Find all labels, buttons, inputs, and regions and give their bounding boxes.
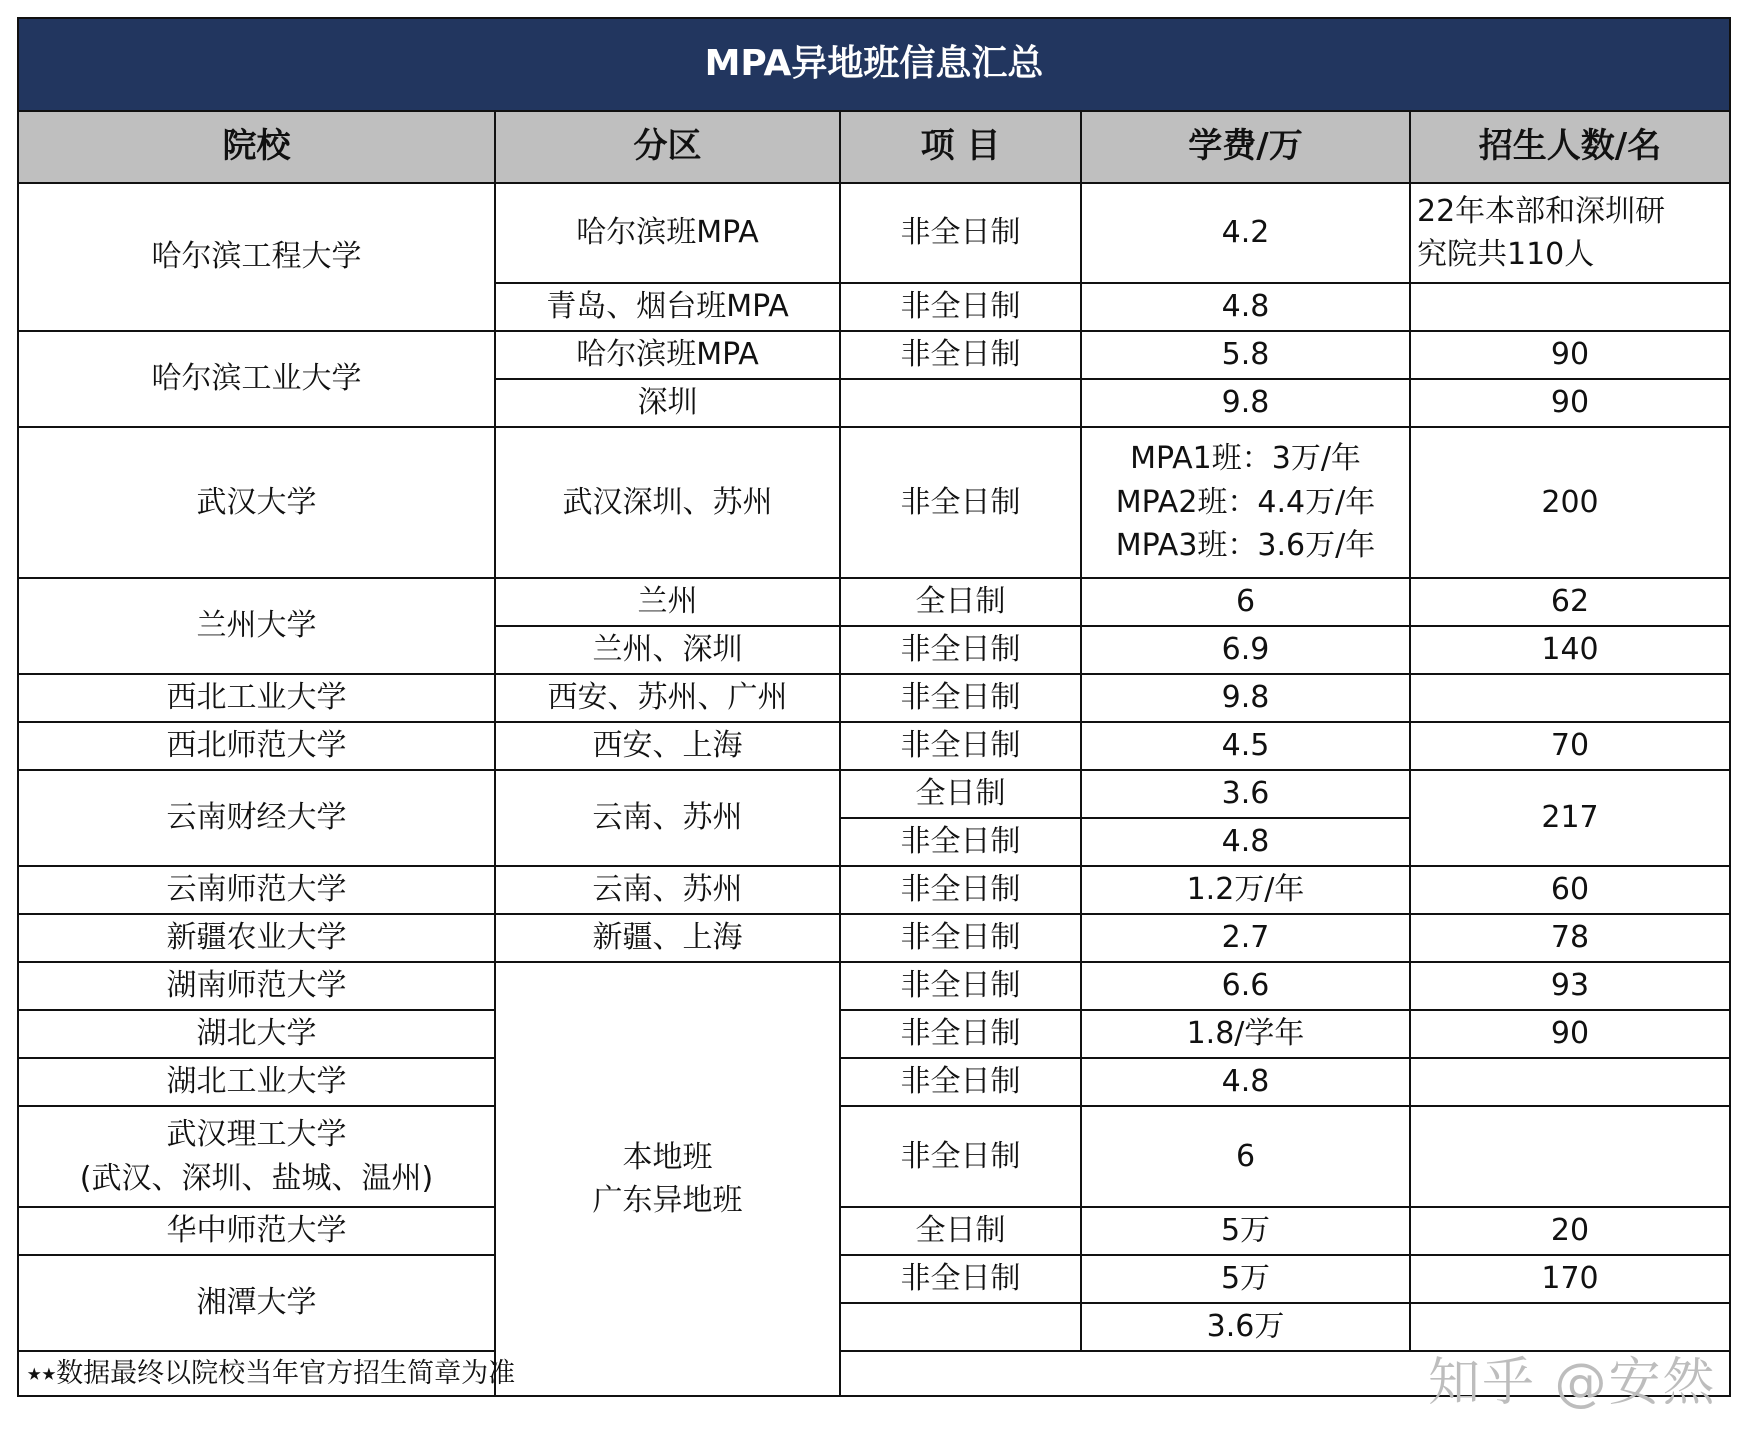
fee-cell: 6.6 [1081, 962, 1410, 1010]
enroll-cell: 140 [1410, 626, 1730, 674]
table-row [18, 722, 1730, 770]
header-school: 院校 [18, 111, 495, 183]
table-row [18, 914, 1730, 962]
school-cell: 哈尔滨工业大学 [18, 331, 495, 427]
program-cell: 非全日制 [840, 427, 1081, 578]
region-cell: 西安、上海 [495, 722, 840, 770]
program-cell: 非全日制 [840, 818, 1081, 866]
table-row [18, 331, 1730, 379]
program-cell: 非全日制 [840, 1058, 1081, 1106]
header-enroll: 招生人数/名 [1410, 111, 1730, 183]
enroll-cell: 60 [1410, 866, 1730, 914]
school-cell: 湖北大学 [18, 1010, 495, 1058]
fee-cell: 3.6万 [1081, 1303, 1410, 1351]
school-cell: 兰州大学 [18, 578, 495, 674]
enroll-cell: 217 [1410, 770, 1730, 866]
enroll-cell [1410, 1058, 1730, 1106]
region-cell: 哈尔滨班MPA [495, 183, 840, 283]
table-row [18, 962, 1730, 1010]
table-row [18, 183, 1730, 283]
fee-cell: 4.5 [1081, 722, 1410, 770]
enroll-cell: 20 [1410, 1207, 1730, 1255]
table-row [18, 1058, 1730, 1106]
program-cell: 非全日制 [840, 331, 1081, 379]
table-row [18, 1010, 1730, 1058]
program-cell: 非全日制 [840, 1010, 1081, 1058]
table-row [18, 1106, 1730, 1207]
program-cell: 非全日制 [840, 183, 1081, 283]
enroll-cell: 62 [1410, 578, 1730, 626]
school-cell: 云南财经大学 [18, 770, 495, 866]
watermark: 知乎 @安然 [1428, 1353, 1717, 1413]
enroll-cell [1410, 1106, 1730, 1207]
header-region: 分区 [495, 111, 840, 183]
enroll-cell: 90 [1410, 1010, 1730, 1058]
school-cell: 新疆农业大学 [18, 914, 495, 962]
program-cell: 非全日制 [840, 1106, 1081, 1207]
region-cell: 青岛、烟台班MPA [495, 283, 840, 331]
footnote: ⭑⭑数据最终以院校当年官方招生简章为准 [18, 1351, 1730, 1396]
table-row [18, 1207, 1730, 1255]
program-cell [840, 1303, 1081, 1351]
table-row [18, 427, 1730, 578]
school-cell: 湘潭大学 [18, 1255, 495, 1351]
table-row [18, 578, 1730, 626]
program-cell: 全日制 [840, 770, 1081, 818]
fee-cell: 6 [1081, 578, 1410, 626]
fee-cell: MPA1班：3万/年 MPA2班：4.4万/年 MPA3班：3.6万/年 [1081, 427, 1410, 578]
program-cell: 非全日制 [840, 914, 1081, 962]
enroll-cell: 90 [1410, 379, 1730, 427]
enroll-cell: 170 [1410, 1255, 1730, 1303]
fee-cell: 4.8 [1081, 1058, 1410, 1106]
fee-cell: 9.8 [1081, 379, 1410, 427]
program-cell: 全日制 [840, 1207, 1081, 1255]
program-cell: 非全日制 [840, 1255, 1081, 1303]
table-row [18, 770, 1730, 818]
fee-cell: 2.7 [1081, 914, 1410, 962]
header-row [18, 111, 1730, 183]
table-row [18, 1255, 1730, 1303]
school-cell: 武汉大学 [18, 427, 495, 578]
enroll-cell: 90 [1410, 331, 1730, 379]
school-cell: 哈尔滨工程大学 [18, 183, 495, 331]
school-cell: 西北工业大学 [18, 674, 495, 722]
enroll-cell: 200 [1410, 427, 1730, 578]
school-cell: 湖北工业大学 [18, 1058, 495, 1106]
enroll-cell: 22年本部和深圳研 究院共110人 [1410, 183, 1730, 283]
table-title: MPA异地班信息汇总 [18, 18, 1730, 111]
fee-cell: 4.2 [1081, 183, 1410, 283]
header-program: 项 目 [840, 111, 1081, 183]
school-cell: 湖南师范大学 [18, 962, 495, 1010]
table-row [18, 674, 1730, 722]
enroll-cell [1410, 674, 1730, 722]
fee-cell: 4.8 [1081, 283, 1410, 331]
school-cell: 华中师范大学 [18, 1207, 495, 1255]
enroll-cell [1410, 1303, 1730, 1351]
enroll-cell: 70 [1410, 722, 1730, 770]
school-cell: 云南师范大学 [18, 866, 495, 914]
region-cell: 新疆、上海 [495, 914, 840, 962]
enroll-cell [1410, 283, 1730, 331]
region-cell: 深圳 [495, 379, 840, 427]
fee-cell: 1.8/学年 [1081, 1010, 1410, 1058]
program-cell: 非全日制 [840, 722, 1081, 770]
fee-cell: 5万 [1081, 1207, 1410, 1255]
program-cell: 非全日制 [840, 626, 1081, 674]
fee-cell: 9.8 [1081, 674, 1410, 722]
school-cell: 武汉理工大学 (武汉、深圳、盐城、温州) [18, 1106, 495, 1207]
enroll-cell: 78 [1410, 914, 1730, 962]
region-cell: 云南、苏州 [495, 770, 840, 866]
region-cell: 兰州、深圳 [495, 626, 840, 674]
fee-cell: 3.6 [1081, 770, 1410, 818]
mpa-summary-table [17, 17, 1731, 1397]
region-cell: 武汉深圳、苏州 [495, 427, 840, 578]
fee-cell: 5万 [1081, 1255, 1410, 1303]
region-cell: 西安、苏州、广州 [495, 674, 840, 722]
region-cell: 本地班 广东异地班 [495, 962, 840, 1396]
program-cell [840, 379, 1081, 427]
fee-cell: 4.8 [1081, 818, 1410, 866]
program-cell: 非全日制 [840, 962, 1081, 1010]
program-cell: 全日制 [840, 578, 1081, 626]
program-cell: 非全日制 [840, 283, 1081, 331]
school-cell: 西北师范大学 [18, 722, 495, 770]
fee-cell: 1.2万/年 [1081, 866, 1410, 914]
program-cell: 非全日制 [840, 674, 1081, 722]
fee-cell: 5.8 [1081, 331, 1410, 379]
header-fee: 学费/万 [1081, 111, 1410, 183]
region-cell: 哈尔滨班MPA [495, 331, 840, 379]
enroll-cell: 93 [1410, 962, 1730, 1010]
fee-cell: 6.9 [1081, 626, 1410, 674]
region-cell: 兰州 [495, 578, 840, 626]
fee-cell: 6 [1081, 1106, 1410, 1207]
program-cell: 非全日制 [840, 866, 1081, 914]
region-cell: 云南、苏州 [495, 866, 840, 914]
table-row [18, 866, 1730, 914]
